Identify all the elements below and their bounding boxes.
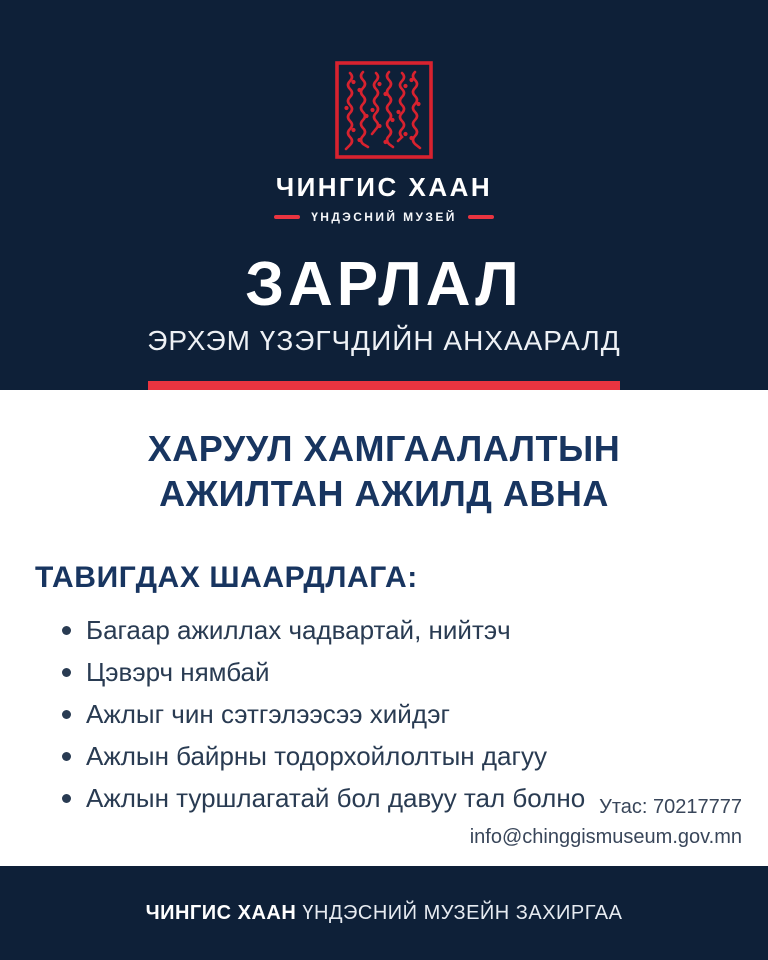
- phone-line: Утас: 70217777: [599, 796, 742, 818]
- email-line: info@chinggismuseum.gov.mn: [469, 826, 742, 848]
- red-divider-bar: [148, 381, 620, 390]
- list-item: [62, 693, 768, 735]
- requirements-heading: ТАВИГДАХ ШААРДЛАГА:: [35, 560, 418, 594]
- main-section: [0, 390, 768, 866]
- red-dash-left-icon: [274, 215, 300, 219]
- red-dash-right-icon: [468, 215, 494, 219]
- list-item: [62, 651, 768, 693]
- contact-block: [470, 792, 742, 852]
- job-title: [0, 390, 768, 517]
- list-item: [62, 735, 768, 777]
- list-item-label: Багаар ажиллах чадвартай, нийтэч: [86, 614, 511, 645]
- job-title-line-2: АЖИЛТАН АЖИЛД АВНА: [159, 473, 609, 515]
- announcement-title: ЗАРЛАЛ: [245, 250, 523, 319]
- list-item-label: Ажлын байрны тодорхойлолтын дагуу: [86, 740, 547, 771]
- mongolian-script-logo-icon: [334, 60, 434, 160]
- brand-subtitle: ҮНДЭСНИЙ МУЗЕЙ: [311, 210, 457, 224]
- list-item-label: Цэвэрч нямбай: [86, 656, 270, 687]
- list-item: [62, 609, 768, 651]
- bullet-dot-icon: [62, 626, 71, 635]
- job-title-line-1: ХАРУУЛ ХАМГААЛАЛТЫН: [147, 428, 621, 469]
- footer-org-name: ЧИНГИС ХААН: [145, 901, 297, 924]
- bullet-dot-icon: [62, 710, 71, 719]
- announcement-subtitle: ЭРХЭМ ҮЗЭГЧДИЙН АНХААРАЛД: [147, 325, 621, 357]
- footer-bar: [0, 866, 768, 960]
- list-item-label: Ажлыг чин сэтгэлээсээ хийдэг: [86, 698, 451, 729]
- footer-org-rest: ҮНДЭСНИЙ МУЗЕЙН ЗАХИРГАА: [296, 901, 623, 924]
- bullet-dot-icon: [62, 752, 71, 761]
- bullet-dot-icon: [62, 668, 71, 677]
- requirements-list: [0, 609, 768, 819]
- header-section: [0, 0, 768, 390]
- bullet-dot-icon: [62, 794, 71, 803]
- museum-logo: [334, 60, 434, 160]
- brand-title: ЧИНГИС ХААН: [275, 172, 493, 202]
- list-item-label: Ажлын туршлагатай бол давуу тал болно: [86, 782, 586, 813]
- brand-subtitle-row: [274, 210, 494, 224]
